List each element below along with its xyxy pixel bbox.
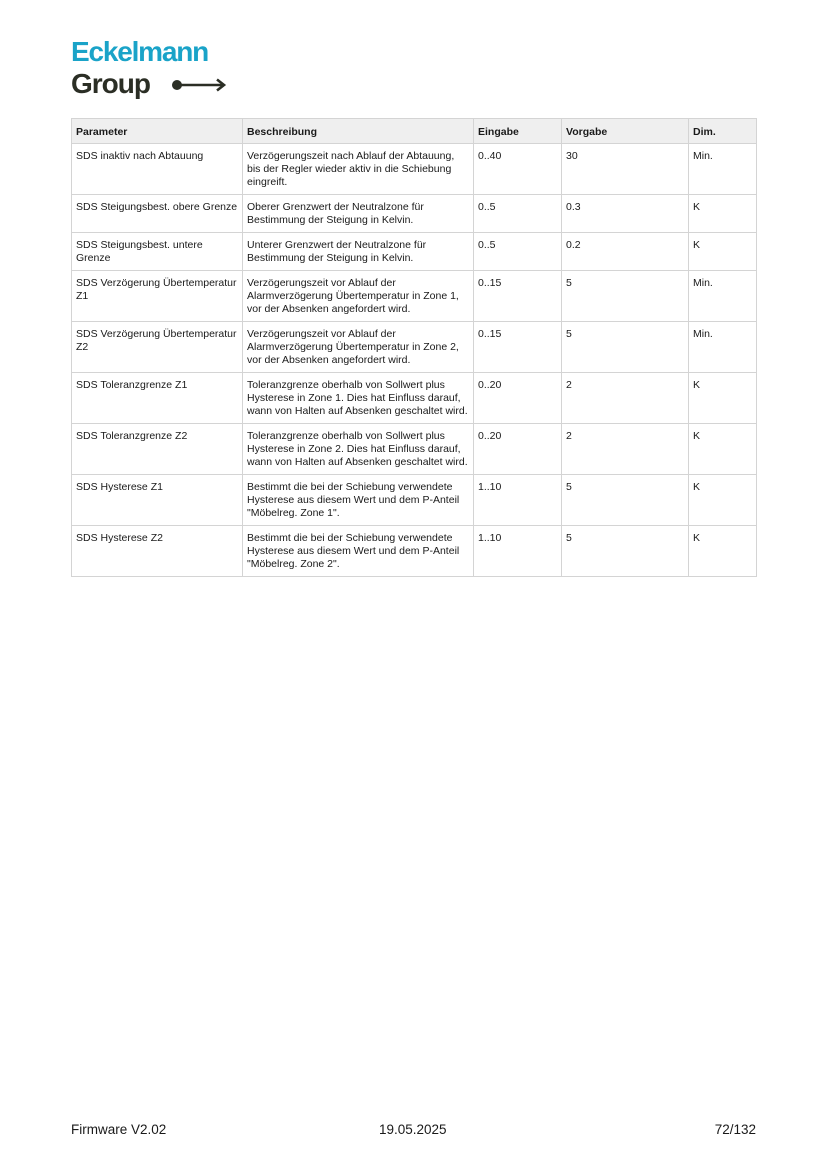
cell-eingabe: 0..15 (474, 322, 562, 373)
cell-parameter: SDS Toleranzgrenze Z1 (72, 373, 243, 424)
column-header-dim: Dim. (689, 119, 757, 144)
footer-date: 19.05.2025 (379, 1122, 447, 1137)
cell-eingabe: 0..20 (474, 424, 562, 475)
table-row (72, 322, 757, 373)
column-header-parameter: Parameter (72, 119, 243, 144)
footer-firmware-version: Firmware V2.02 (71, 1122, 167, 1137)
table-row (72, 373, 757, 424)
cell-parameter: SDS inaktiv nach Abtauung (72, 144, 243, 195)
cell-vorgabe: 0.3 (562, 195, 689, 233)
cell-dim: K (689, 526, 757, 577)
column-header-eingabe: Eingabe (474, 119, 562, 144)
cell-dim: K (689, 475, 757, 526)
cell-eingabe: 0..15 (474, 271, 562, 322)
cell-eingabe: 0..5 (474, 233, 562, 271)
cell-beschreibung: Verzögerungszeit nach Ablauf der Abtauung, bis der Regler wieder aktiv in die Schiebung eingreift. (243, 144, 474, 195)
cell-beschreibung: Verzögerungszeit vor Ablauf der Alarmverzögerung Übertemperatur in Zone 2, vor der Absenken angefordert wird. (243, 322, 474, 373)
logo-wordmark-top: Eckelmann (71, 36, 209, 67)
table-row (72, 526, 757, 577)
cell-parameter: SDS Toleranzgrenze Z2 (72, 424, 243, 475)
cell-vorgabe: 2 (562, 373, 689, 424)
table-row (72, 144, 757, 195)
cell-eingabe: 0..20 (474, 373, 562, 424)
cell-parameter: SDS Steigungsbest. untere Grenze (72, 233, 243, 271)
table-header-row (72, 119, 757, 144)
cell-dim: K (689, 424, 757, 475)
company-logo (71, 36, 241, 106)
cell-dim: K (689, 195, 757, 233)
cell-parameter: SDS Hysterese Z2 (72, 526, 243, 577)
cell-eingabe: 0..5 (474, 195, 562, 233)
logo-wordmark-bottom: Group (71, 68, 150, 99)
footer-page-number: 72/132 (714, 1122, 756, 1137)
cell-dim: Min. (689, 322, 757, 373)
cell-parameter: SDS Verzögerung Übertemperatur Z2 (72, 322, 243, 373)
cell-beschreibung: Bestimmt die bei der Schiebung verwendete Hysterese aus diesem Wert und dem P-Anteil "Möbelreg. Zone 1". (243, 475, 474, 526)
cell-vorgabe: 5 (562, 526, 689, 577)
table-row (72, 271, 757, 322)
table-row (72, 424, 757, 475)
parameter-table (71, 118, 757, 577)
cell-vorgabe: 2 (562, 424, 689, 475)
cell-vorgabe: 5 (562, 322, 689, 373)
table-row (72, 195, 757, 233)
cell-beschreibung: Toleranzgrenze oberhalb von Sollwert plus Hysterese in Zone 2. Dies hat Einfluss darauf, wann von Halten auf Absenken geschaltet wird. (243, 424, 474, 475)
cell-vorgabe: 5 (562, 271, 689, 322)
column-header-vorgabe: Vorgabe (562, 119, 689, 144)
cell-beschreibung: Oberer Grenzwert der Neutralzone für Bestimmung der Steigung in Kelvin. (243, 195, 474, 233)
table-row (72, 233, 757, 271)
cell-dim: Min. (689, 271, 757, 322)
cell-vorgabe: 0.2 (562, 233, 689, 271)
column-header-beschreibung: Beschreibung (243, 119, 474, 144)
cell-eingabe: 1..10 (474, 526, 562, 577)
cell-parameter: SDS Steigungsbest. obere Grenze (72, 195, 243, 233)
cell-beschreibung: Bestimmt die bei der Schiebung verwendete Hysterese aus diesem Wert und dem P-Anteil "Möbelreg. Zone 2". (243, 526, 474, 577)
cell-dim: Min. (689, 144, 757, 195)
cell-eingabe: 1..10 (474, 475, 562, 526)
arrow-right-icon (171, 78, 229, 92)
cell-parameter: SDS Hysterese Z1 (72, 475, 243, 526)
cell-parameter: SDS Verzögerung Übertemperatur Z1 (72, 271, 243, 322)
cell-beschreibung: Unterer Grenzwert der Neutralzone für Bestimmung der Steigung in Kelvin. (243, 233, 474, 271)
cell-vorgabe: 5 (562, 475, 689, 526)
table-row (72, 475, 757, 526)
cell-beschreibung: Toleranzgrenze oberhalb von Sollwert plus Hysterese in Zone 1. Dies hat Einfluss darauf, wann von Halten auf Absenken geschaltet wird. (243, 373, 474, 424)
cell-dim: K (689, 233, 757, 271)
cell-beschreibung: Verzögerungszeit vor Ablauf der Alarmverzögerung Übertemperatur in Zone 1, vor der Absenken angefordert wird. (243, 271, 474, 322)
cell-dim: K (689, 373, 757, 424)
cell-eingabe: 0..40 (474, 144, 562, 195)
cell-vorgabe: 30 (562, 144, 689, 195)
